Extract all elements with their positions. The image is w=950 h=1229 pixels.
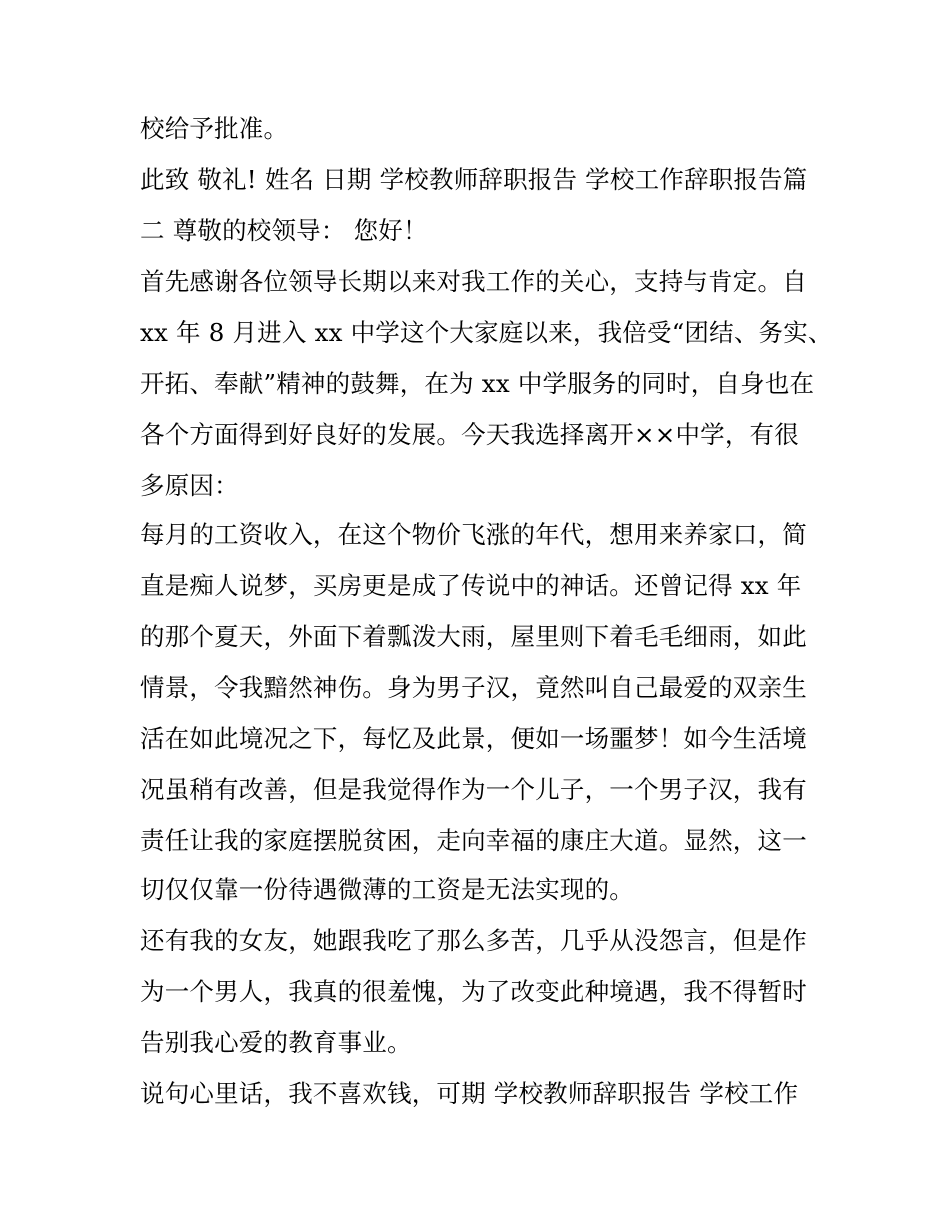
text-line: 责任让我的家庭摆脱贫困，走向幸福的康庄大道。显然，这一 xyxy=(140,826,807,855)
text-line: 况虽稍有改善，但是我觉得作为一个儿子，一个男子汉，我有 xyxy=(140,775,807,804)
text-line: 多原因： xyxy=(140,471,239,500)
text-line: 的那个夏天，外面下着瓢泼大雨，屋里则下着毛毛细雨，如此 xyxy=(140,622,807,651)
text-line: 情景，令我黯然神伤。身为男子汉，竟然叫自己最爱的双亲生 xyxy=(140,673,807,702)
text-line: 活在如此境况之下，每忆及此景，便如一场噩梦！如今生活境 xyxy=(140,724,807,753)
text-line: 每月的工资收入，在这个物价飞涨的年代，想用来养家口，简 xyxy=(140,520,807,549)
text-line: 切仅仅靠一份待遇微薄的工资是无法实现的。 xyxy=(140,875,634,904)
text-line: 此致 敬礼! 姓名 日期 学校教师辞职报告 学校工作辞职报告篇 xyxy=(140,165,808,194)
text-line: xx 年 8 月进入 xx 中学这个大家庭以来，我倍受“团结、务实、 xyxy=(140,318,833,347)
text-line: 开拓、奉献”精神的鼓舞，在为 xx 中学服务的同时，自身也在 xyxy=(140,369,815,398)
text-line: 校给予批准。 xyxy=(140,114,289,143)
text-line: 说句心里话，我不喜欢钱，可期 学校教师辞职报告 学校工作 xyxy=(140,1079,799,1108)
text-line: 首先感谢各位领导长期以来对我工作的关心，支持与肯定。自 xyxy=(140,267,807,296)
text-line: 为一个男人，我真的很羞愧，为了改变此种境遇，我不得暂时 xyxy=(140,977,807,1006)
text-line: 各个方面得到好良好的发展。今天我选择离开××中学，有很 xyxy=(140,420,799,449)
text-line: 还有我的女友，她跟我吃了那么多苦，几乎从没怨言，但是作 xyxy=(140,926,807,955)
text-line: 二 尊敬的校领导： 您好！ xyxy=(140,216,428,245)
text-line: 直是痴人说梦，买房更是成了传说中的神话。还曾记得 xx 年 xyxy=(140,571,802,600)
text-line: 告别我心爱的教育事业。 xyxy=(140,1028,412,1057)
